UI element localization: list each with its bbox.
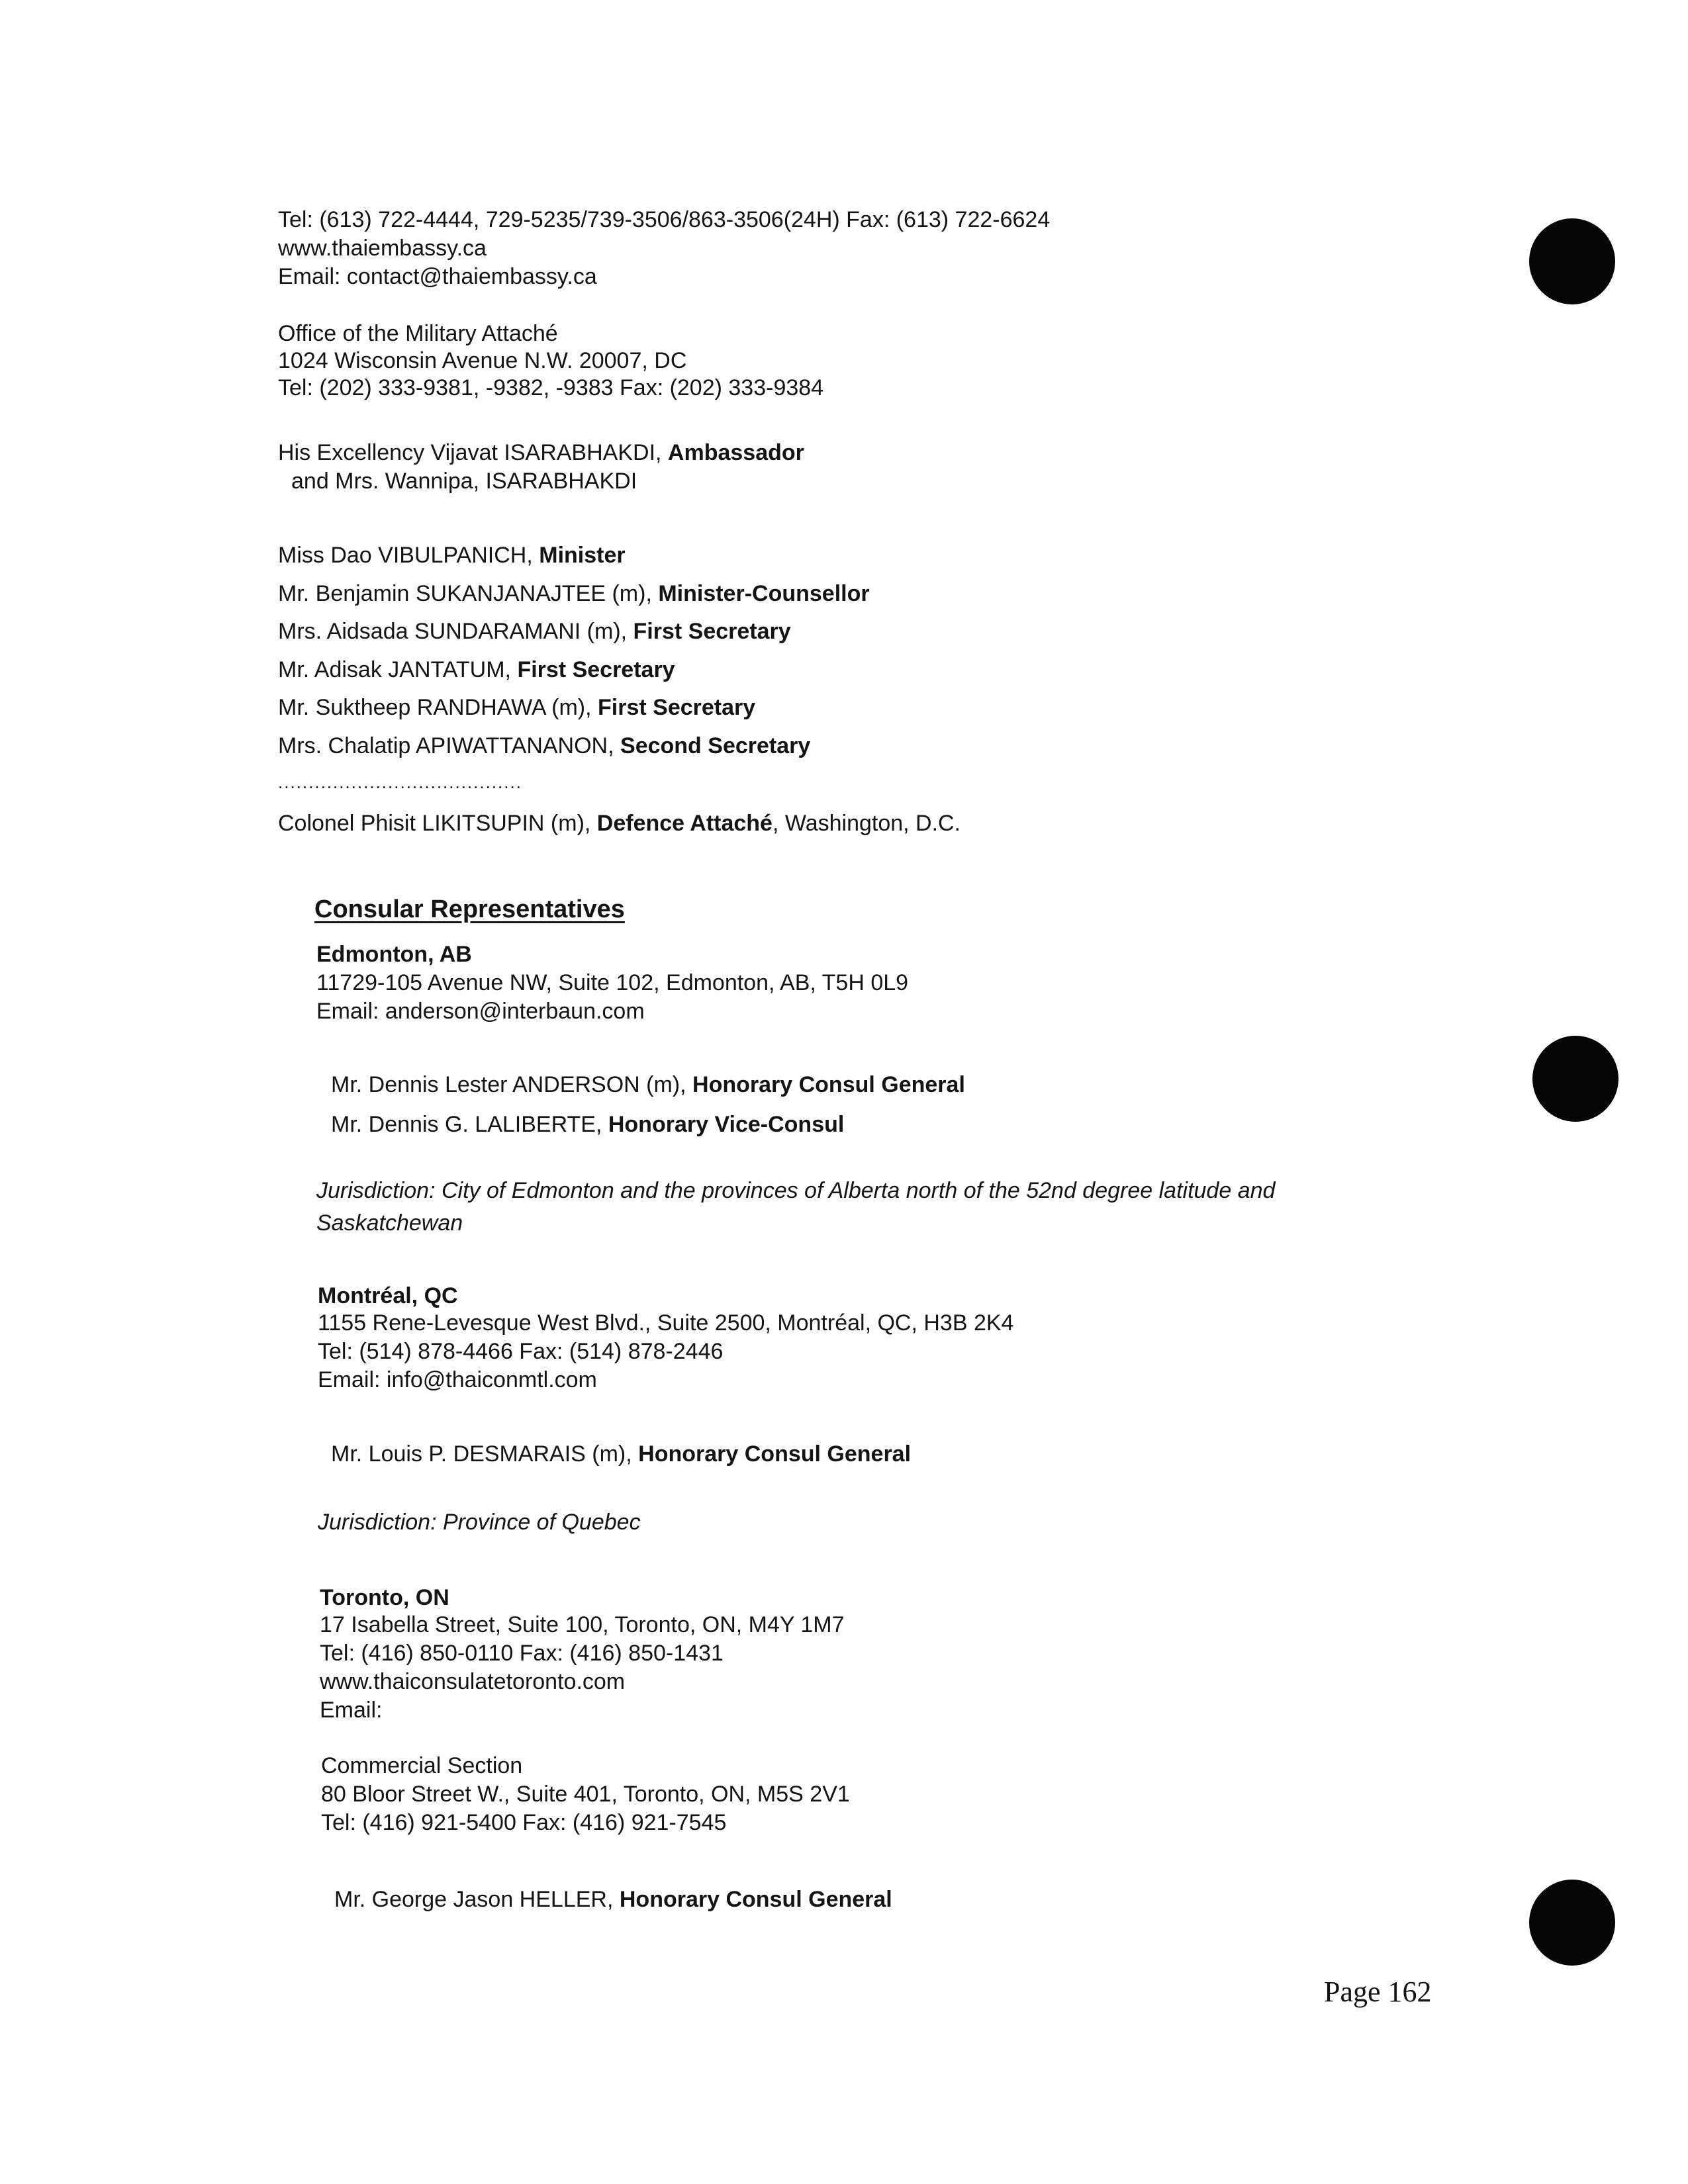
staff-name: Mr. Benjamin SUKANJANAJTEE (m), xyxy=(278,581,659,606)
person-title: Honorary Vice-Consul xyxy=(608,1112,845,1137)
ambassador-name: His Excellency Vijavat ISARABHAKDI, xyxy=(278,440,668,465)
punch-hole xyxy=(1529,1880,1615,1966)
toronto-person xyxy=(334,1885,892,1914)
punch-hole xyxy=(1529,218,1615,304)
toronto-tel: Tel: (416) 850-0110 Fax: (416) 850-1431 xyxy=(320,1641,724,1666)
montreal-tel: Tel: (514) 878-4466 Fax: (514) 878-2446 xyxy=(318,1339,724,1364)
defence-title: Defence Attaché xyxy=(596,811,773,836)
military-office-tel: Tel: (202) 333-9381, -9382, -9383 Fax: (202) 333-9384 xyxy=(278,375,824,400)
commercial-section-name: Commercial Section xyxy=(321,1753,523,1778)
edmonton-jurisdiction-line1: Jurisdiction: City of Edmonton and the provinces of Alberta north of the 52nd degree latitude and xyxy=(316,1178,1276,1203)
edmonton-jurisdiction-line2: Saskatchewan xyxy=(316,1210,463,1236)
montreal-address: 1155 Rene-Levesque West Blvd., Suite 2500, Montréal, QC, H3B 2K4 xyxy=(318,1310,1014,1336)
staff-title: First Secretary xyxy=(598,695,756,720)
staff-row xyxy=(278,541,626,570)
staff-title: Minister xyxy=(539,543,626,568)
toronto-address: 17 Isabella Street, Suite 100, Toronto, ON, M4Y 1M7 xyxy=(320,1612,845,1637)
military-office-address: 1024 Wisconsin Avenue N.W. 20007, DC xyxy=(278,348,687,373)
ambassador-line xyxy=(278,438,804,467)
consular-heading: Consular Representatives xyxy=(314,895,625,923)
embassy-email: Email: contact@thaiembassy.ca xyxy=(278,264,597,289)
staff-row xyxy=(278,579,870,608)
commercial-section-address: 80 Bloor Street W., Suite 401, Toronto, ON, M5S 2V1 xyxy=(321,1782,850,1807)
defence-attache-line xyxy=(278,809,961,838)
ambassador-spouse: and Mrs. Wannipa, ISARABHAKDI xyxy=(291,469,637,494)
person-name: Mr. Dennis G. LALIBERTE, xyxy=(331,1112,608,1137)
separator-dots: ........................................ xyxy=(278,772,522,792)
embassy-tel: Tel: (613) 722-4444, 729-5235/739-3506/863-3506(24H) Fax: (613) 722-6624 xyxy=(278,207,1051,232)
military-office-name: Office of the Military Attaché xyxy=(278,321,558,346)
person-title: Honorary Consul General xyxy=(692,1072,965,1097)
toronto-email: Email: xyxy=(320,1698,383,1723)
ambassador-title: Ambassador xyxy=(667,440,804,465)
staff-title: First Secretary xyxy=(633,619,791,644)
person-name: Mr. Louis P. DESMARAIS (m), xyxy=(331,1441,639,1467)
page-number: Page 162 xyxy=(1324,1976,1432,2008)
edmonton-person xyxy=(331,1070,965,1099)
staff-name: Mr. Adisak JANTATUM, xyxy=(278,657,518,682)
staff-name: Mr. Suktheep RANDHAWA (m), xyxy=(278,695,598,720)
edmonton-address: 11729-105 Avenue NW, Suite 102, Edmonton, AB, T5H 0L9 xyxy=(316,970,909,995)
staff-title: First Secretary xyxy=(517,657,675,682)
defence-location: , Washington, D.C. xyxy=(772,811,961,836)
embassy-website: www.thaiembassy.ca xyxy=(278,236,487,261)
toronto-city: Toronto, ON xyxy=(320,1585,449,1610)
punch-hole xyxy=(1532,1036,1618,1122)
montreal-city: Montréal, QC xyxy=(318,1283,458,1308)
montreal-person xyxy=(331,1439,911,1469)
edmonton-person xyxy=(331,1110,844,1139)
staff-name: Miss Dao VIBULPANICH, xyxy=(278,543,539,568)
person-title: Honorary Consul General xyxy=(619,1887,892,1912)
person-title: Honorary Consul General xyxy=(638,1441,912,1467)
montreal-email: Email: info@thaiconmtl.com xyxy=(318,1367,597,1392)
staff-row xyxy=(278,617,791,646)
staff-name: Mrs. Aidsada SUNDARAMANI (m), xyxy=(278,619,633,644)
defence-name: Colonel Phisit LIKITSUPIN (m), xyxy=(278,811,597,836)
edmonton-city: Edmonton, AB xyxy=(316,942,472,967)
staff-title: Second Secretary xyxy=(620,733,811,758)
commercial-section-tel: Tel: (416) 921-5400 Fax: (416) 921-7545 xyxy=(321,1810,727,1835)
staff-title: Minister-Counsellor xyxy=(658,581,870,606)
toronto-website: www.thaiconsulatetoronto.com xyxy=(320,1669,626,1694)
person-name: Mr. Dennis Lester ANDERSON (m), xyxy=(331,1072,693,1097)
montreal-jurisdiction: Jurisdiction: Province of Quebec xyxy=(318,1510,641,1535)
staff-row xyxy=(278,655,675,684)
staff-row xyxy=(278,693,755,722)
staff-name: Mrs. Chalatip APIWATTANANON, xyxy=(278,733,621,758)
person-name: Mr. George Jason HELLER, xyxy=(334,1887,620,1912)
edmonton-email: Email: anderson@interbaun.com xyxy=(316,999,645,1024)
staff-row xyxy=(278,731,810,760)
